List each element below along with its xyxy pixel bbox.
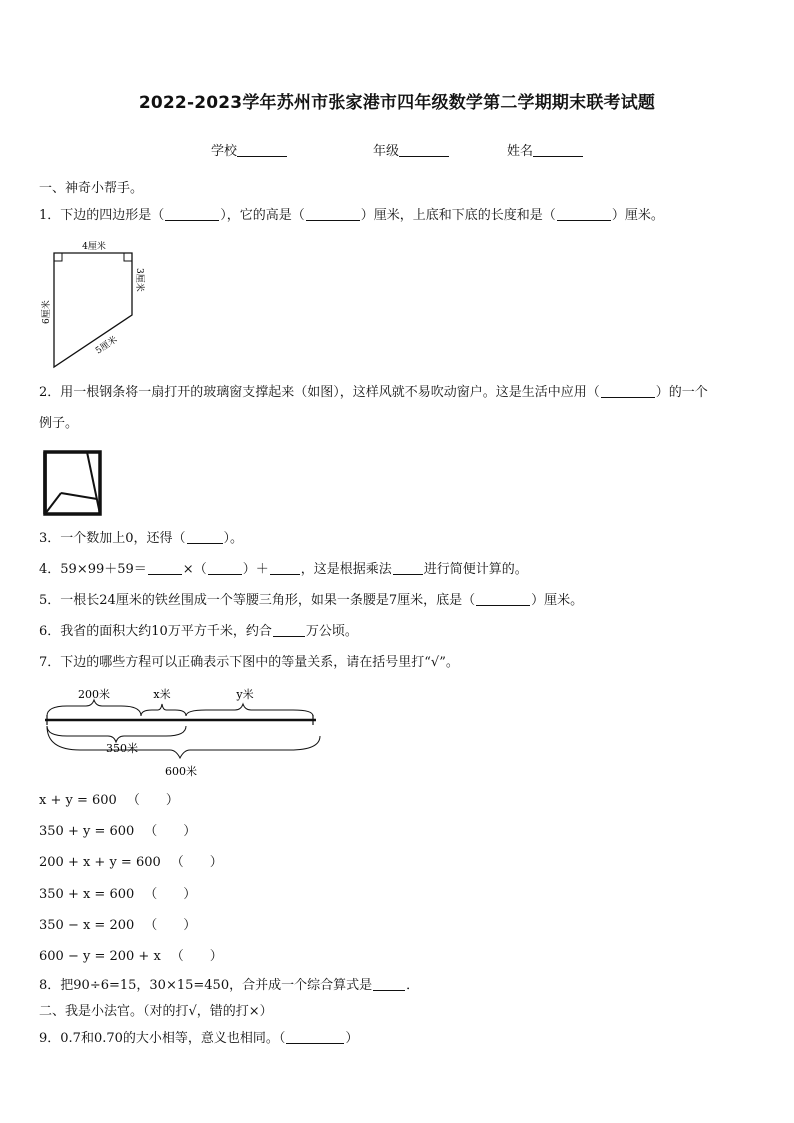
q8-text-b: ． — [406, 978, 420, 993]
fig1-bottom-label: 5厘米 — [94, 334, 120, 357]
equation-1 — [39, 789, 179, 808]
q1-blank-3[interactable] — [557, 207, 611, 221]
question-2 — [39, 384, 708, 402]
question-4 — [39, 561, 528, 579]
question-7: 7．下边的哪些方程可以正确表示下图中的等量关系，请在括号里打“√”。 — [39, 655, 459, 670]
fig7-label-350: 350米 — [106, 742, 138, 755]
q4-text-c: ）＋ — [242, 562, 269, 577]
equation-2-answer[interactable]: （ ） — [144, 824, 197, 839]
q4-text-b: ×（ — [182, 562, 207, 577]
equation-1-answer[interactable]: （ ） — [126, 793, 179, 808]
section-2-heading: 二、我是小法官。（对的打√，错的打×） — [39, 1004, 273, 1019]
q9-text-b: ） — [345, 1031, 359, 1046]
equation-6 — [39, 945, 223, 964]
q4-text-d: ，这是根据乘法 — [300, 562, 392, 577]
fig7-label-x: x米 — [153, 688, 171, 701]
fig7-label-200: 200米 — [78, 688, 110, 701]
grade-label: 年级 — [373, 144, 400, 159]
fig7-label-600: 600米 — [165, 765, 197, 778]
q6-text-b: 万公顷。 — [305, 624, 358, 639]
q4-text-a: 4．59×99＋59＝ — [39, 562, 147, 577]
equation-4-expr: 350 + x = 600 — [39, 887, 135, 902]
question-9 — [39, 1030, 358, 1048]
name-blank[interactable] — [533, 142, 583, 157]
q4-text-e: 进行简便计算的。 — [423, 562, 528, 577]
q1-text-d: ）厘米。 — [611, 208, 664, 223]
equation-3-expr: 200 + x + y = 600 — [39, 855, 161, 870]
window-figure — [40, 446, 112, 518]
q9-text-a: 9．0.7和0.70的大小相等，意义也相同。（ — [39, 1031, 286, 1046]
q4-blank-2[interactable] — [208, 561, 242, 575]
grade-field — [373, 140, 449, 159]
name-label: 姓名 — [507, 144, 534, 159]
equation-6-answer[interactable]: （ ） — [170, 949, 223, 964]
q1-blank-2[interactable] — [306, 207, 360, 221]
q3-text-b: ）。 — [223, 531, 244, 546]
equation-4-answer[interactable]: （ ） — [144, 887, 197, 902]
q2-text-b: ）的一个 — [655, 385, 708, 400]
q1-blank-1[interactable] — [165, 207, 219, 221]
equation-3 — [39, 851, 223, 870]
question-2-line-2: 例子。 — [39, 416, 79, 431]
section-1-heading: 一、神奇小帮手。 — [39, 181, 144, 196]
question-5 — [39, 592, 583, 610]
q1-text-a: 1．下边的四边形是（ — [39, 208, 165, 223]
equation-5-answer[interactable]: （ ） — [144, 918, 197, 933]
equation-4 — [39, 883, 196, 902]
school-blank[interactable] — [237, 142, 287, 157]
school-field — [211, 140, 287, 159]
equation-6-expr: 600 − y = 200 + x — [39, 949, 161, 964]
question-1 — [39, 207, 664, 225]
q1-text-c: ）厘米，上底和下底的长度和是（ — [360, 208, 556, 223]
q2-blank[interactable] — [601, 384, 655, 398]
equation-1-expr: x + y = 600 — [39, 793, 117, 808]
question-3 — [39, 530, 243, 548]
q6-blank[interactable] — [273, 623, 305, 637]
grade-blank[interactable] — [399, 142, 449, 157]
name-field — [507, 140, 583, 159]
equation-2-expr: 350 + y = 600 — [39, 824, 135, 839]
trapezoid-figure — [36, 238, 156, 372]
q5-blank[interactable] — [476, 592, 530, 606]
q4-blank-4[interactable] — [393, 561, 423, 575]
q8-blank[interactable] — [373, 977, 405, 991]
question-8 — [39, 977, 419, 995]
fig1-top-label: 4厘米 — [82, 242, 106, 252]
q4-blank-1[interactable] — [148, 561, 182, 575]
fig1-left-label: 6厘米 — [42, 300, 52, 324]
equation-3-answer[interactable]: （ ） — [170, 855, 223, 870]
fig1-right-label: 3厘米 — [134, 268, 144, 292]
q3-blank[interactable] — [187, 530, 223, 544]
equation-2 — [39, 820, 196, 839]
q6-text-a: 6．我省的面积大约10万平方千米，约合 — [39, 624, 272, 639]
q5-text-a: 5．一根长24厘米的铁丝围成一个等腰三角形，如果一条腰是7厘米，底是（ — [39, 593, 476, 608]
q3-text-a: 3．一个数加上0，还得（ — [39, 531, 186, 546]
equation-5 — [39, 914, 196, 933]
q2-text-a: 2．用一根钢条将一扇打开的玻璃窗支撑起来（如图），这样风就不易吹动窗户。这是生活中应用（ — [39, 385, 600, 400]
fig7-label-y: y米 — [236, 688, 254, 701]
segment-diagram — [40, 682, 330, 782]
q9-blank[interactable] — [286, 1030, 344, 1044]
page-title: 2022-2023学年苏州市张家港市四年级数学第二学期期末联考试题 — [138, 93, 656, 113]
equation-5-expr: 350 − x = 200 — [39, 918, 135, 933]
q8-text-a: 8．把90÷6=15，30×15=450，合并成一个综合算式是 — [39, 978, 373, 993]
q4-blank-3[interactable] — [270, 561, 300, 575]
q1-text-b: ），它的高是（ — [220, 208, 305, 223]
school-label: 学校 — [211, 144, 238, 159]
q5-text-b: ）厘米。 — [531, 593, 584, 608]
question-6 — [39, 623, 358, 641]
